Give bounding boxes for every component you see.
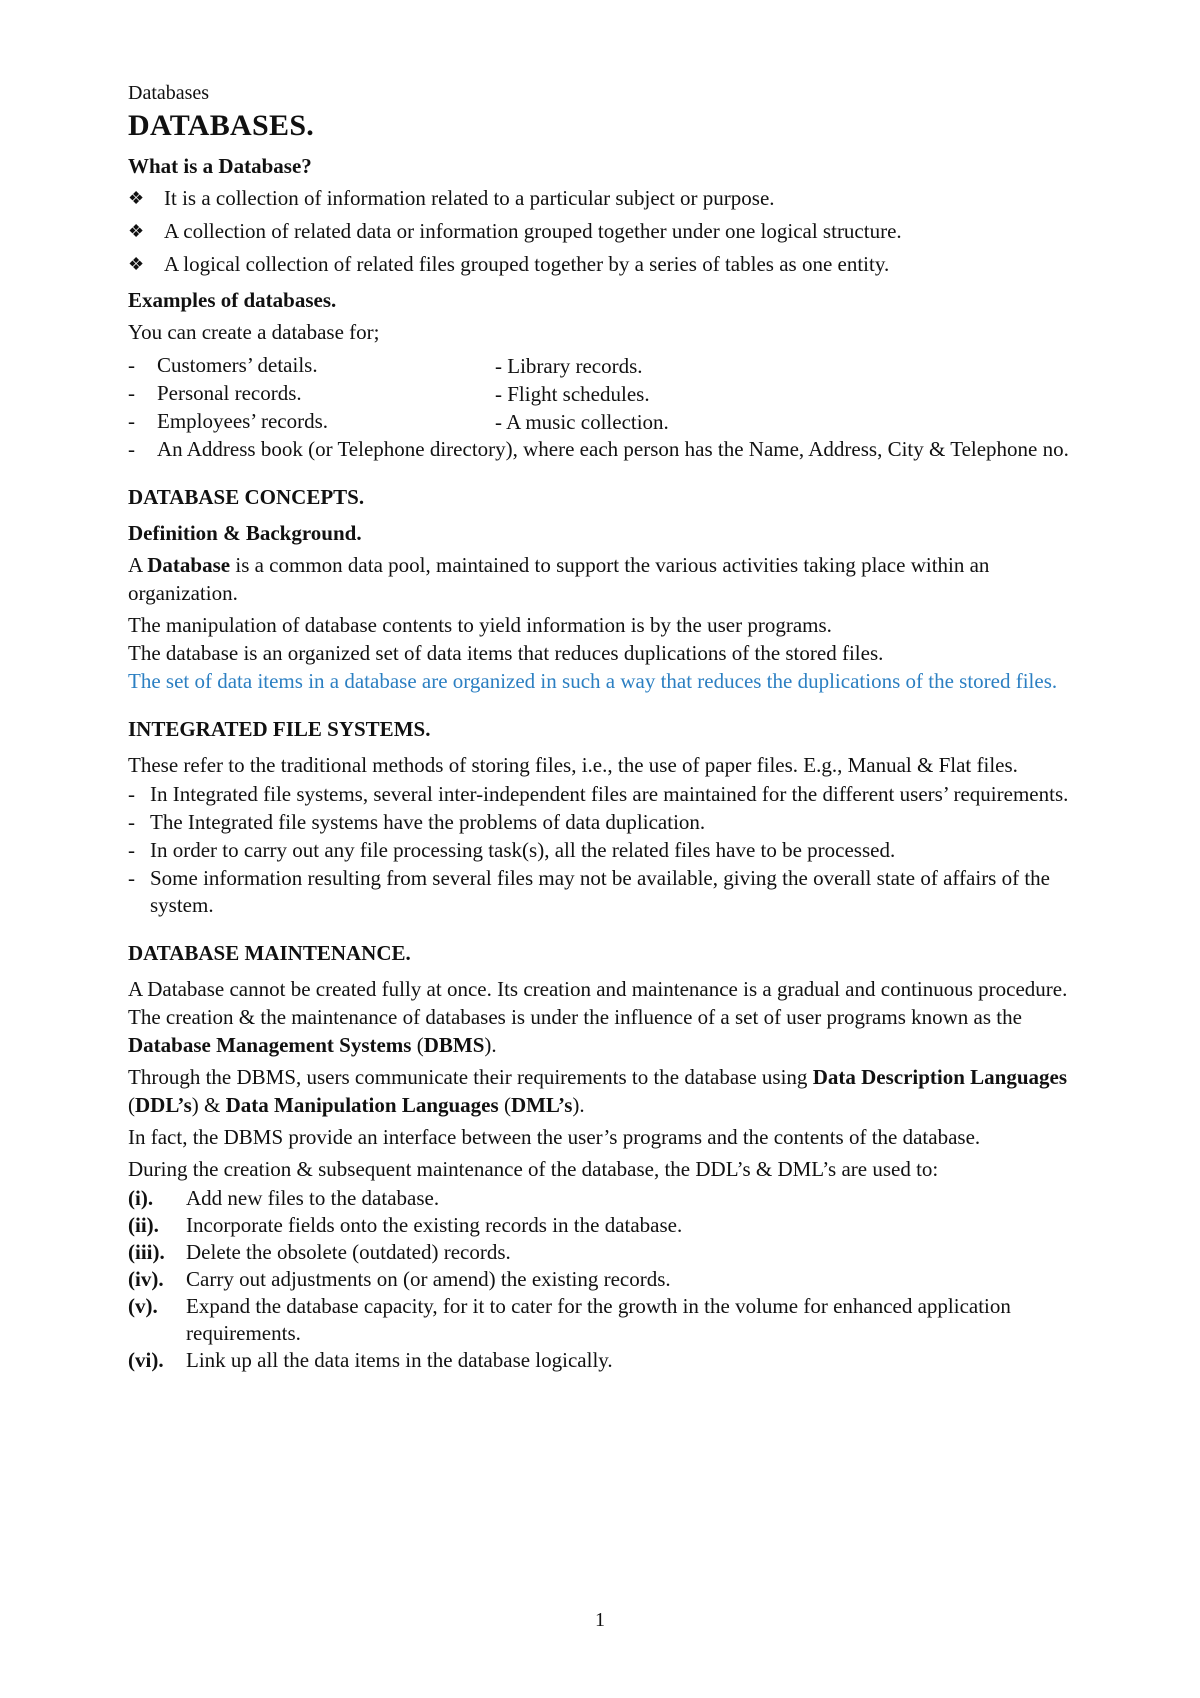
dash-marker: -: [128, 810, 135, 834]
dash-marker: -: [128, 782, 135, 806]
list-text: The Integrated file systems have the problems of data duplication.: [150, 810, 706, 834]
page-content: [128, 80, 1088, 1374]
bullet-text: A logical collection of related files grouped together by a series of tables as one entity.: [164, 252, 890, 276]
paragraph: During the creation & subsequent maintenance of the database, the DDL’s & DML’s are used to:: [128, 1157, 939, 1181]
integrated-heading: INTEGRATED FILE SYSTEMS.: [128, 717, 431, 741]
list-item: [128, 380, 495, 408]
concepts-heading: DATABASE CONCEPTS.: [128, 485, 365, 509]
bold-term: Database Management Systems: [128, 1033, 412, 1057]
diamond-bullet-icon: ❖: [128, 221, 145, 241]
list-item: [128, 1185, 1088, 1212]
example-last: An Address book (or Telephone directory), where each person has the Name, Address, City & Telephone no.: [157, 437, 1069, 461]
list-item: [128, 217, 1088, 245]
list-item: [128, 781, 1088, 808]
list-text: Incorporate fields onto the existing records in the database.: [186, 1213, 683, 1237]
list-text: Some information resulting from several files may not be available, giving the overall state of affairs of the system.: [150, 866, 1051, 917]
bold-term: Database: [147, 553, 231, 577]
diamond-bullet-icon: ❖: [128, 188, 145, 208]
text-run: is a common data pool, maintained to support the various activities taking place within an organization.: [128, 553, 990, 605]
bullet-text: It is a collection of information related to a particular subject or purpose.: [164, 186, 775, 210]
list-text: Delete the obsolete (outdated) records.: [186, 1240, 511, 1264]
paragraph: The manipulation of database contents to yield information is by the user programs.: [128, 613, 832, 637]
dash-marker: -: [128, 409, 135, 433]
examples-intro: You can create a database for;: [128, 320, 380, 344]
highlighted-paragraph: The set of data items in a database are organized in such a way that reduces the duplications of the stored files.: [128, 669, 1058, 693]
list-item: [128, 408, 495, 436]
dash-marker: -: [128, 437, 135, 461]
list-text: Link up all the data items in the database logically.: [186, 1348, 613, 1372]
example-right: - Library records.: [495, 354, 643, 378]
paragraph: In fact, the DBMS provide an interface between the user’s programs and the contents of the database.: [128, 1125, 981, 1149]
bold-term: Data Description Languages: [812, 1065, 1068, 1089]
maintenance-list: [128, 1185, 1088, 1374]
example-left: Customers’ details.: [157, 353, 318, 377]
page-number: 1: [595, 1609, 605, 1631]
list-item: [128, 1266, 1088, 1293]
list-item: [128, 1347, 1088, 1374]
document-title: DATABASES.: [128, 109, 315, 142]
text-run: (: [498, 1093, 511, 1117]
bold-term: DBMS: [423, 1033, 485, 1057]
list-item: [128, 250, 1088, 278]
text-run: (: [128, 1093, 135, 1117]
list-item: [128, 1239, 1088, 1266]
integrated-list: [128, 781, 1088, 919]
text-run: ).: [572, 1093, 585, 1117]
text-run: (: [411, 1033, 424, 1057]
examples-last-list: [128, 436, 1088, 463]
list-text: Add new files to the database.: [186, 1186, 440, 1210]
examples-grid: [128, 352, 1088, 436]
list-number: (iv).: [128, 1267, 164, 1291]
what-is-list: [128, 184, 1088, 278]
list-text: In Integrated file systems, several inter-independent files are maintained for the different users’ requirements.: [150, 782, 1069, 806]
maintenance-paragraph: [128, 975, 1088, 1059]
bold-term: DDL’s: [135, 1093, 192, 1117]
list-item: [128, 184, 1088, 212]
example-right: - A music collection.: [495, 410, 669, 434]
text-run: Through the DBMS, users communicate their requirements to the database using: [128, 1065, 813, 1089]
bullet-text: A collection of related data or information grouped together under one logical structure.: [164, 219, 902, 243]
list-text: In order to carry out any file processing task(s), all the related files have to be processed.: [150, 838, 896, 862]
list-number: (v).: [128, 1294, 158, 1318]
list-number: (i).: [128, 1186, 154, 1210]
paragraph: The database is an organized set of data items that reduces duplications of the stored files.: [128, 641, 884, 665]
list-number: (iii).: [128, 1240, 165, 1264]
list-item: [128, 436, 1088, 463]
text-run: A Database cannot be created fully at once. Its creation and maintenance is a gradual and continuous procedure. The creation & the maintenance of databases is under the influence of a set of user programs known as the: [128, 977, 1068, 1029]
what-is-heading: What is a Database?: [128, 154, 312, 178]
bold-term: DML’s: [510, 1093, 573, 1117]
list-text: Carry out adjustments on (or amend) the existing records.: [186, 1267, 671, 1291]
list-item: [128, 837, 1088, 864]
example-left: Employees’ records.: [157, 409, 329, 433]
diamond-bullet-icon: ❖: [128, 254, 145, 274]
text-run: ) &: [191, 1093, 226, 1117]
examples-heading: Examples of databases.: [128, 288, 337, 312]
example-left: Personal records.: [157, 381, 302, 405]
definition-heading: Definition & Background.: [128, 521, 362, 545]
list-item: [128, 865, 1088, 919]
text-run: ).: [484, 1033, 497, 1057]
bold-term: Data Manipulation Languages: [225, 1093, 499, 1117]
dash-marker: -: [128, 866, 135, 890]
dash-marker: -: [128, 838, 135, 862]
list-text: Expand the database capacity, for it to cater for the growth in the volume for enhanced application requirements.: [186, 1294, 1011, 1345]
list-number: (vi).: [128, 1348, 164, 1372]
dash-marker: -: [128, 381, 135, 405]
definition-paragraph: [128, 551, 1088, 607]
maintenance-heading: DATABASE MAINTENANCE.: [128, 941, 411, 965]
example-right: - Flight schedules.: [495, 382, 650, 406]
maintenance-paragraph: [128, 1063, 1088, 1119]
list-item: [128, 809, 1088, 836]
list-item: [128, 352, 495, 380]
running-header: Databases: [128, 82, 210, 104]
list-number: (ii).: [128, 1213, 159, 1237]
integrated-intro: These refer to the traditional methods of storing files, i.e., the use of paper files. E.g., Manual & Flat files.: [128, 753, 1018, 777]
list-item: [128, 1212, 1088, 1239]
text-run: A: [128, 553, 148, 577]
dash-marker: -: [128, 353, 135, 377]
list-item: [128, 1293, 1088, 1347]
